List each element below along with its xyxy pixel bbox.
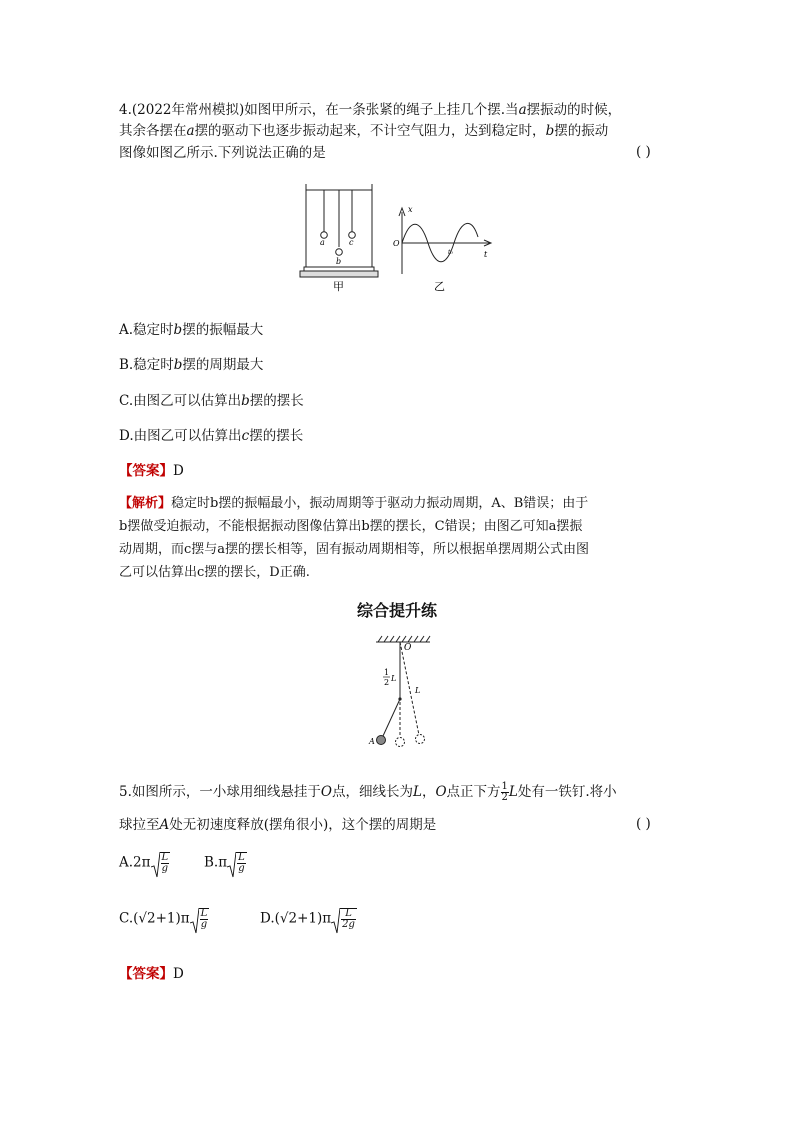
pendulum-b-bob <box>336 249 343 256</box>
q5-option-c[interactable]: C.(√2+1)π $\frac{L}{g}$ <box>119 908 209 930</box>
nail <box>398 697 401 700</box>
label-l1: L <box>391 674 397 683</box>
label-l2: L <box>415 686 421 695</box>
answer-tag: 【答案】 <box>119 966 173 982</box>
label-c: c <box>349 238 354 247</box>
label-a-point: A <box>369 737 375 746</box>
q4-figure <box>0 182 794 302</box>
axis-t-label: t <box>484 250 488 259</box>
label-a: a <box>320 238 325 247</box>
ball-right <box>416 735 425 744</box>
q4-answer: 【答案】D <box>119 463 184 479</box>
q5-option-a[interactable]: A.2π $\frac{L}{g}$ <box>119 852 170 874</box>
q4-option-b[interactable]: B.稳定时b摆的周期最大 <box>119 357 264 373</box>
q5-line2: 球拉至A处无初速度释放(摆角很小)，这个摆的周期是 <box>119 817 437 833</box>
fraction-half: $\frac{1}{2}$ <box>501 781 508 803</box>
analysis-tag: 【解析】 <box>119 496 172 511</box>
q5-figure <box>0 635 794 765</box>
q4-answer-paren: ( ) <box>636 144 651 160</box>
section-title: 综合提升练 <box>356 601 437 620</box>
origin-label: O <box>393 239 400 248</box>
label-o: O <box>404 643 412 653</box>
label-yi: 乙 <box>434 280 445 293</box>
q4-analysis: 【解析】稳定时b摆的振幅最小，振动周期等于驱动力振动周期，A、B错误；由于 b摆做受迫振动，不能根据振动图像估算出b摆的摆长，C错误；由图乙可知a摆振 动周期，而c摆与a摆的摆长相等，固有振动周期相等，所以根据单摆周期公式由图 乙可以估算出c摆的摆长，D正确. <box>119 496 590 580</box>
label-half-den: 2 <box>384 678 390 687</box>
q5-option-d[interactable]: D.(√2+1)π $\frac{L}{2g}$ <box>260 908 357 930</box>
q4-line2: 其余各摆在a摆的驱动下也逐步振动起来，不计空气阻力，达到稳定时，b摆的振动 <box>119 123 609 139</box>
q5-option-b[interactable]: B.π $\frac{L}{g}$ <box>204 852 247 874</box>
ball-lowest <box>396 738 405 747</box>
ball-a <box>377 736 386 745</box>
label-jia: 甲 <box>333 280 344 293</box>
label-half-num: 1 <box>384 668 390 677</box>
q4-option-a[interactable]: A.稳定时b摆的振幅最大 <box>119 322 264 338</box>
q4-line3: 图像如图乙所示.下列说法正确的是 <box>119 145 326 161</box>
q4-line1: 4.(2022年常州模拟)如图甲所示，在一条张紧的绳子上挂几个摆.当a摆振动的时候， <box>119 102 622 118</box>
answer-tag: 【答案】 <box>119 463 173 479</box>
q4-option-d[interactable]: D.由图乙可以估算出c摆的摆长 <box>119 428 304 444</box>
q4-option-c[interactable]: C.由图乙可以估算出b摆的摆长 <box>119 393 304 409</box>
q5-answer-paren: ( ) <box>636 816 651 832</box>
q5-line1: 5.如图所示，一小球用细线悬挂于O点，细线长为L，O点正下方 $\frac{1}{2}$ L处有一铁钉.将小 <box>119 781 617 803</box>
axis-x-label: x <box>408 205 413 214</box>
t0-label: t₀ <box>448 249 453 256</box>
figure-yi <box>399 208 491 274</box>
label-b: b <box>336 257 342 266</box>
q5-answer: 【答案】D <box>119 966 184 982</box>
